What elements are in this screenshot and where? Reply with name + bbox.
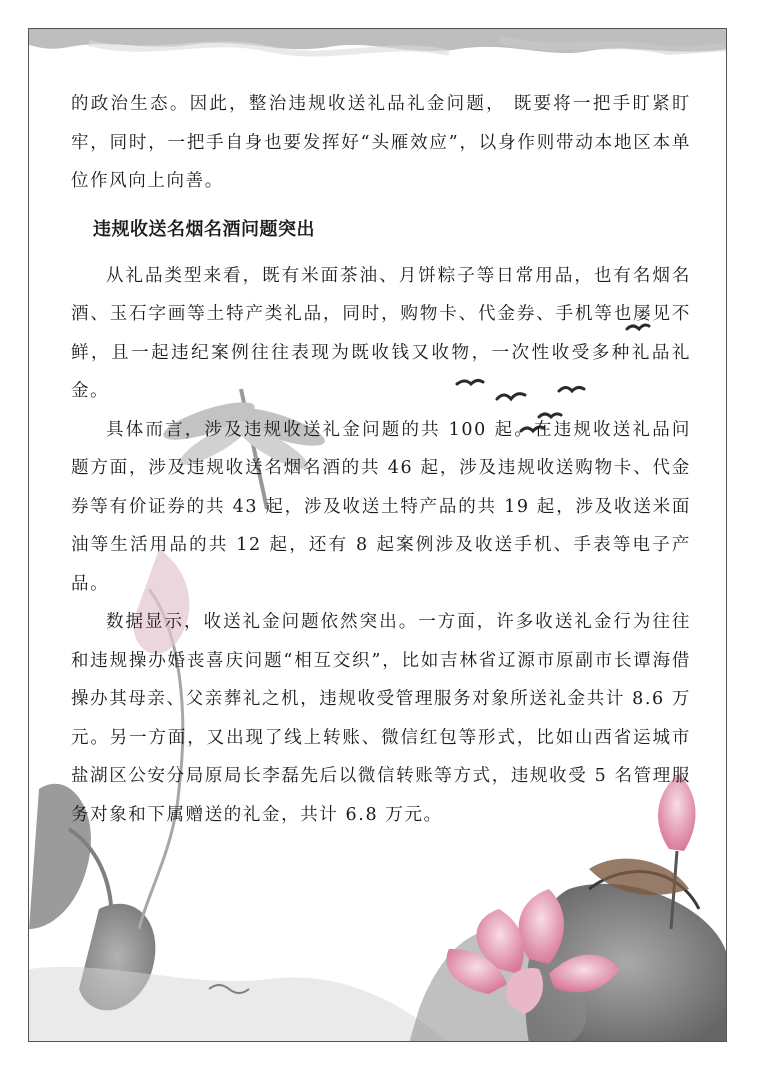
paragraph-continued: 的政治生态。因此，整治违规收送礼品礼金问题， 既要将一把手盯紧盯牢，同时，一把手自身也要发挥好“头雁效应”，以身作则带动本地区本单位作风向上向善。 [71, 94, 691, 191]
section-heading: 违规收送名烟名酒问题突出 [93, 218, 315, 240]
ink-wash-mountain-icon [29, 29, 727, 54]
paragraph-case-counts: 具体而言，涉及违规收送礼金问题的共 100 起。在违规收送礼品问题方面，涉及违规收送名烟名酒的共 46 起，涉及违规收送购物卡、代金券等有价证券的共 43 起，涉及收送土特产品的共 19 起，涉及收送米面油等生活用品的共 12 起，还有 8 起案例涉及收送手机、手表等电子产品。 [71, 419, 691, 594]
page-frame [28, 28, 727, 1042]
paragraph-cash-gifts: 数据显示，收送礼金问题依然突出。一方面，许多收送礼金行为往往和违规操办婚丧喜庆问题“相互交织”，比如吉林省辽源市原副市长谭海借操办其母亲、父亲葬礼之机，违规收受管理服务对象所送礼金共计 8.6 万元。另一方面，又出现了线上转账、微信红包等形式，比如山西省运城市盐湖区公安分局原局长李磊先后以微信转账等方式，违规收受 5 名管理服务对象和下属赠送的礼金，共计 6.8 万元。 [71, 612, 691, 825]
article-body [71, 85, 691, 834]
paragraph-gift-types: 从礼品类型来看，既有米面茶油、月饼粽子等日常用品，也有名烟名酒、玉石字画等土特产类礼品，同时，购物卡、代金券、手机等也屡见不鲜，且一起违纪案例往往表现为既收钱又收物，一次性收受多种礼品礼金。 [71, 265, 691, 401]
